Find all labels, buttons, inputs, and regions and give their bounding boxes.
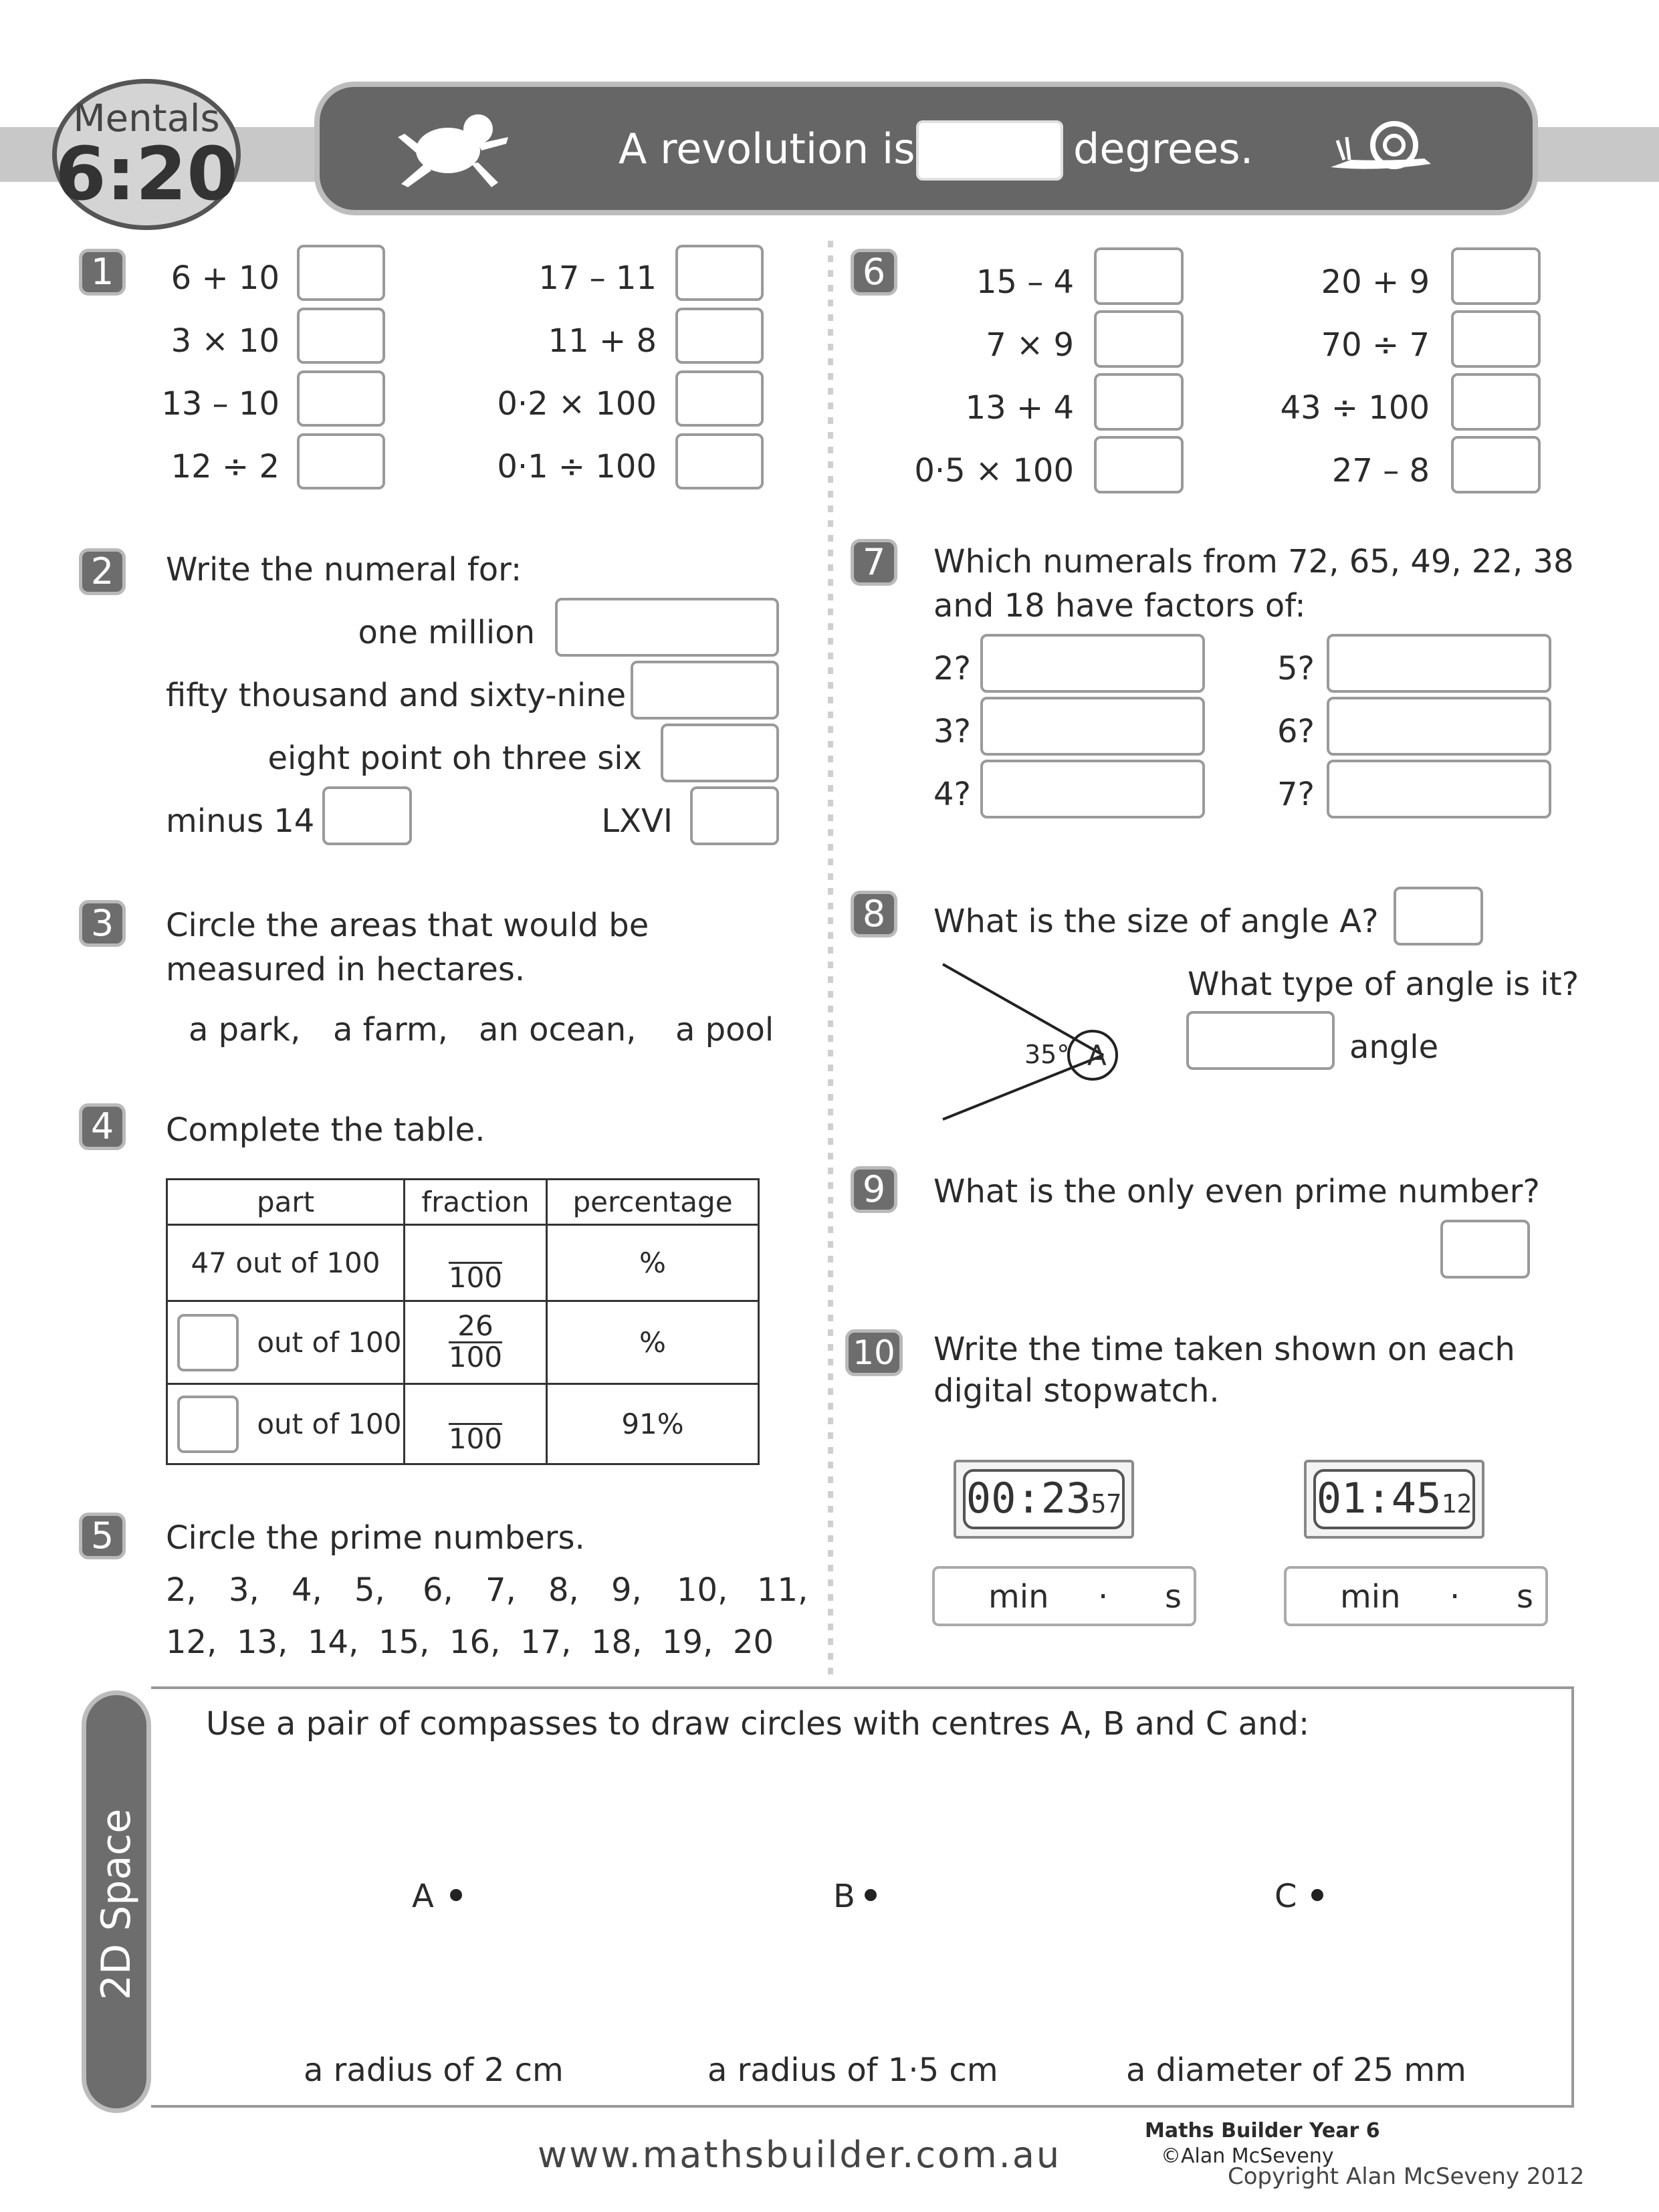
unit-min: min <box>988 1578 1049 1616</box>
q6-item: 20 + 9 <box>1321 263 1430 301</box>
q7-factor-label: 3? <box>933 713 972 750</box>
q1-answer[interactable] <box>675 308 764 364</box>
q1-answer[interactable] <box>297 245 385 301</box>
snail-icon <box>1324 117 1438 177</box>
q2-answer-lxvi[interactable] <box>690 786 779 845</box>
q2-item: one million <box>358 614 535 651</box>
stopwatch-1 <box>954 1460 1134 1539</box>
q7-line1: Which numerals from 72, 65, 49, 22, 38 <box>933 543 1574 580</box>
stopwatch-display <box>963 1469 1125 1529</box>
point-caption: a radius of 2 cm <box>304 2052 564 2089</box>
space-instruction: Use a pair of compasses to draw circles with centres A, B and C and: <box>206 1705 1310 1743</box>
part-answer-box[interactable] <box>177 1396 239 1453</box>
q1-answer[interactable] <box>675 433 764 489</box>
q6-item: 70 ÷ 7 <box>1321 326 1430 364</box>
prime-candidate[interactable]: 12, <box>166 1624 217 1661</box>
q6-answer[interactable] <box>1451 247 1541 305</box>
q3-option[interactable]: a park, <box>189 1011 301 1048</box>
unit-dot: · <box>1098 1578 1109 1616</box>
unit-min: min <box>1340 1578 1401 1616</box>
fraction-numerator <box>449 1232 502 1264</box>
q7-factor-answer[interactable] <box>980 697 1205 756</box>
q2-prompt: Write the numeral for: <box>166 551 522 588</box>
q1-answer[interactable] <box>675 370 764 427</box>
q7-factor-answer[interactable] <box>980 760 1205 818</box>
prime-candidate[interactable]: 16, <box>449 1624 501 1661</box>
fraction-numerator <box>449 1394 502 1425</box>
q3-option[interactable]: a pool <box>675 1011 774 1048</box>
percentage-cell: 91% <box>547 1384 759 1464</box>
point-label: A <box>412 1878 434 1915</box>
fraction-cell[interactable] <box>405 1384 547 1464</box>
stopwatch-small-digits: 57 <box>1091 1489 1122 1519</box>
point-dot[interactable] <box>1311 1889 1323 1901</box>
q2-answer-eight-point[interactable] <box>661 724 779 782</box>
q10-line1: Write the time taken shown on each <box>933 1331 1515 1368</box>
space-side-label: 2D Space <box>93 1808 140 2001</box>
q8-angle-size-answer[interactable] <box>1394 887 1483 946</box>
table-header: percentage <box>547 1180 759 1225</box>
table-row <box>167 1225 759 1301</box>
q6-answer[interactable] <box>1451 310 1541 368</box>
question-number-9: 9 <box>851 1166 897 1213</box>
q7-factor-answer[interactable] <box>980 634 1205 693</box>
header-sentence-after: degrees. <box>1073 124 1254 173</box>
fraction-table <box>166 1178 760 1465</box>
prime-candidate[interactable]: 18, <box>591 1624 643 1661</box>
q4-prompt: Complete the table. <box>166 1111 485 1149</box>
q9-answer[interactable] <box>1440 1220 1530 1279</box>
q10-line2: digital stopwatch. <box>933 1372 1220 1410</box>
q6-answer[interactable] <box>1094 436 1184 493</box>
q1-item: 0·1 ÷ 100 <box>497 448 657 485</box>
table-row <box>167 1301 759 1384</box>
question-number-3: 3 <box>79 900 126 947</box>
stopwatch-display <box>1313 1469 1475 1529</box>
part-text: out of 100 <box>257 1408 402 1440</box>
q9-prompt: What is the only even prime number? <box>933 1173 1540 1210</box>
part-cell <box>167 1384 405 1464</box>
fraction-denominator: 100 <box>448 1260 503 1294</box>
q7-line2: and 18 have factors of: <box>933 587 1306 625</box>
q1-item: 17 – 11 <box>538 259 657 297</box>
question-number-6: 6 <box>851 249 897 296</box>
q2-item: fifty thousand and sixty-nine <box>166 677 627 714</box>
q3-option[interactable]: an ocean, <box>479 1011 637 1048</box>
unit-dot: · <box>1450 1578 1460 1616</box>
prime-candidate[interactable]: 10, <box>677 1571 728 1609</box>
q7-factor-label: 2? <box>933 650 972 687</box>
stopwatch-small-digits: 12 <box>1441 1489 1472 1519</box>
prime-candidate[interactable]: 14, <box>308 1624 359 1661</box>
fraction-denominator: 100 <box>448 1340 503 1373</box>
q2-answer-minus-14[interactable] <box>322 786 412 845</box>
prime-candidate[interactable]: 13, <box>237 1624 288 1661</box>
q2-item: LXVI <box>601 802 673 840</box>
point-dot[interactable] <box>450 1889 462 1901</box>
prime-candidate[interactable]: 8, <box>548 1571 579 1609</box>
q1-answer[interactable] <box>297 370 385 427</box>
part-answer-box[interactable] <box>177 1314 239 1371</box>
q1-answer[interactable] <box>297 308 385 364</box>
fraction-denominator: 100 <box>448 1422 503 1455</box>
question-number-4: 4 <box>79 1103 126 1150</box>
q7-factor-label: 7? <box>1277 776 1315 813</box>
point-label: B <box>833 1878 855 1915</box>
q6-item: 13 + 4 <box>965 389 1074 427</box>
q1-item: 13 – 10 <box>161 385 280 423</box>
prime-candidate[interactable]: 20 <box>733 1624 774 1661</box>
q7-factor-answer[interactable] <box>1327 760 1551 818</box>
table-row <box>167 1384 759 1464</box>
question-number-5: 5 <box>79 1513 126 1559</box>
q5-prompt: Circle the prime numbers. <box>166 1519 585 1557</box>
footer-website[interactable]: www.mathsbuilder.com.au <box>538 2134 1062 2176</box>
stopwatch-main-digits: 01:45 <box>1316 1474 1442 1523</box>
space-panel <box>151 1686 1574 2108</box>
q6-item: 7 × 9 <box>986 326 1074 364</box>
q2-item: eight point oh three six <box>267 740 642 777</box>
angle-value-label: 35° <box>1024 1040 1070 1069</box>
q8-angle-word: angle <box>1349 1028 1439 1066</box>
table-header: part <box>167 1180 405 1225</box>
question-number-7: 7 <box>851 539 897 586</box>
revolution-degrees-answer[interactable] <box>916 120 1063 181</box>
prime-candidate[interactable]: 6, <box>423 1571 453 1609</box>
header-sentence-before: A revolution is <box>619 124 915 173</box>
q6-answer[interactable] <box>1451 373 1541 431</box>
q1-answer[interactable] <box>675 245 764 301</box>
part-cell: 47 out of 100 <box>167 1225 405 1301</box>
q3-line1: Circle the areas that would be <box>166 907 649 944</box>
footer-series: Maths Builder Year 6 <box>1145 2119 1380 2142</box>
prime-candidate[interactable]: 15, <box>378 1624 430 1661</box>
angle-vertex-label: A <box>1087 1039 1107 1072</box>
prime-candidate[interactable]: 5, <box>354 1571 385 1609</box>
prime-candidate[interactable]: 3, <box>229 1571 259 1609</box>
q6-item: 15 – 4 <box>976 263 1074 301</box>
fraction-cell[interactable] <box>405 1225 547 1301</box>
percentage-cell[interactable]: % <box>547 1225 759 1301</box>
unit-s: s <box>1165 1578 1182 1616</box>
q7-factor-label: 5? <box>1277 650 1315 687</box>
q8-angle-type-answer[interactable] <box>1186 1011 1335 1070</box>
q7-factor-label: 4? <box>933 776 972 813</box>
stopwatch-2-answer[interactable] <box>1284 1566 1548 1626</box>
q7-factor-answer[interactable] <box>1327 697 1551 756</box>
column-divider <box>828 241 833 1678</box>
prime-candidate[interactable]: 11, <box>757 1571 808 1609</box>
brand-code: 6:20 <box>55 131 238 217</box>
q6-answer[interactable] <box>1451 436 1541 493</box>
q2-answer-one-million[interactable] <box>555 598 779 657</box>
q1-item: 11 + 8 <box>548 322 657 360</box>
q1-item: 6 + 10 <box>171 259 280 297</box>
q6-item: 27 – 8 <box>1331 452 1430 489</box>
stopwatch-2 <box>1304 1460 1484 1539</box>
stopwatch-1-answer[interactable] <box>932 1566 1196 1626</box>
q6-item: 43 ÷ 100 <box>1280 389 1430 427</box>
fraction-numerator: 26 <box>449 1312 502 1343</box>
q2-item: minus 14 <box>166 802 315 840</box>
question-number-1: 1 <box>79 249 126 296</box>
q6-answer[interactable] <box>1094 310 1184 368</box>
q6-answer[interactable] <box>1094 247 1184 305</box>
footer-copyright: Copyright Alan McSeveny 2012 <box>1228 2163 1585 2190</box>
q8-prompt: What is the size of angle A? <box>933 903 1379 940</box>
q3-line2: measured in hectares. <box>166 951 526 988</box>
part-cell <box>167 1301 405 1384</box>
prime-candidate[interactable]: 2, <box>166 1571 197 1609</box>
prime-candidate[interactable]: 19, <box>662 1624 713 1661</box>
question-number-10: 10 <box>845 1329 903 1376</box>
q7-factor-label: 6? <box>1277 713 1315 750</box>
q7-factor-answer[interactable] <box>1327 634 1551 693</box>
point-caption: a diameter of 25 mm <box>1126 2052 1466 2089</box>
table-header: fraction <box>405 1180 547 1225</box>
prime-candidate[interactable]: 17, <box>520 1624 572 1661</box>
frog-icon <box>391 97 512 201</box>
brand-top: Mentals <box>73 97 220 140</box>
q1-item: 0·2 × 100 <box>497 385 657 423</box>
question-number-8: 8 <box>851 891 897 937</box>
footer-author: ©Alan McSeveny <box>1161 2144 1334 2168</box>
percentage-cell[interactable]: % <box>547 1301 759 1384</box>
q3-option[interactable]: a farm, <box>333 1011 448 1048</box>
q6-item: 0·5 × 100 <box>914 452 1074 489</box>
q8-type-prompt: What type of angle is it? <box>1188 966 1579 1003</box>
unit-s: s <box>1517 1578 1534 1616</box>
fraction-cell <box>405 1301 547 1384</box>
question-number-2: 2 <box>79 548 126 595</box>
point-label: C <box>1275 1878 1297 1915</box>
q1-item: 12 ÷ 2 <box>171 448 280 485</box>
prime-candidate[interactable]: 4, <box>292 1571 322 1609</box>
q1-item: 3 × 10 <box>171 322 280 360</box>
part-text: out of 100 <box>257 1326 402 1359</box>
stopwatch-main-digits: 00:23 <box>966 1474 1091 1523</box>
q1-answer[interactable] <box>297 433 385 489</box>
prime-candidate[interactable]: 9, <box>611 1571 642 1609</box>
point-caption: a radius of 1·5 cm <box>707 2052 998 2089</box>
q6-answer[interactable] <box>1094 373 1184 431</box>
q2-answer-fifty-thousand[interactable] <box>631 661 779 720</box>
prime-candidate[interactable]: 7, <box>485 1571 516 1609</box>
point-dot[interactable] <box>865 1889 877 1901</box>
